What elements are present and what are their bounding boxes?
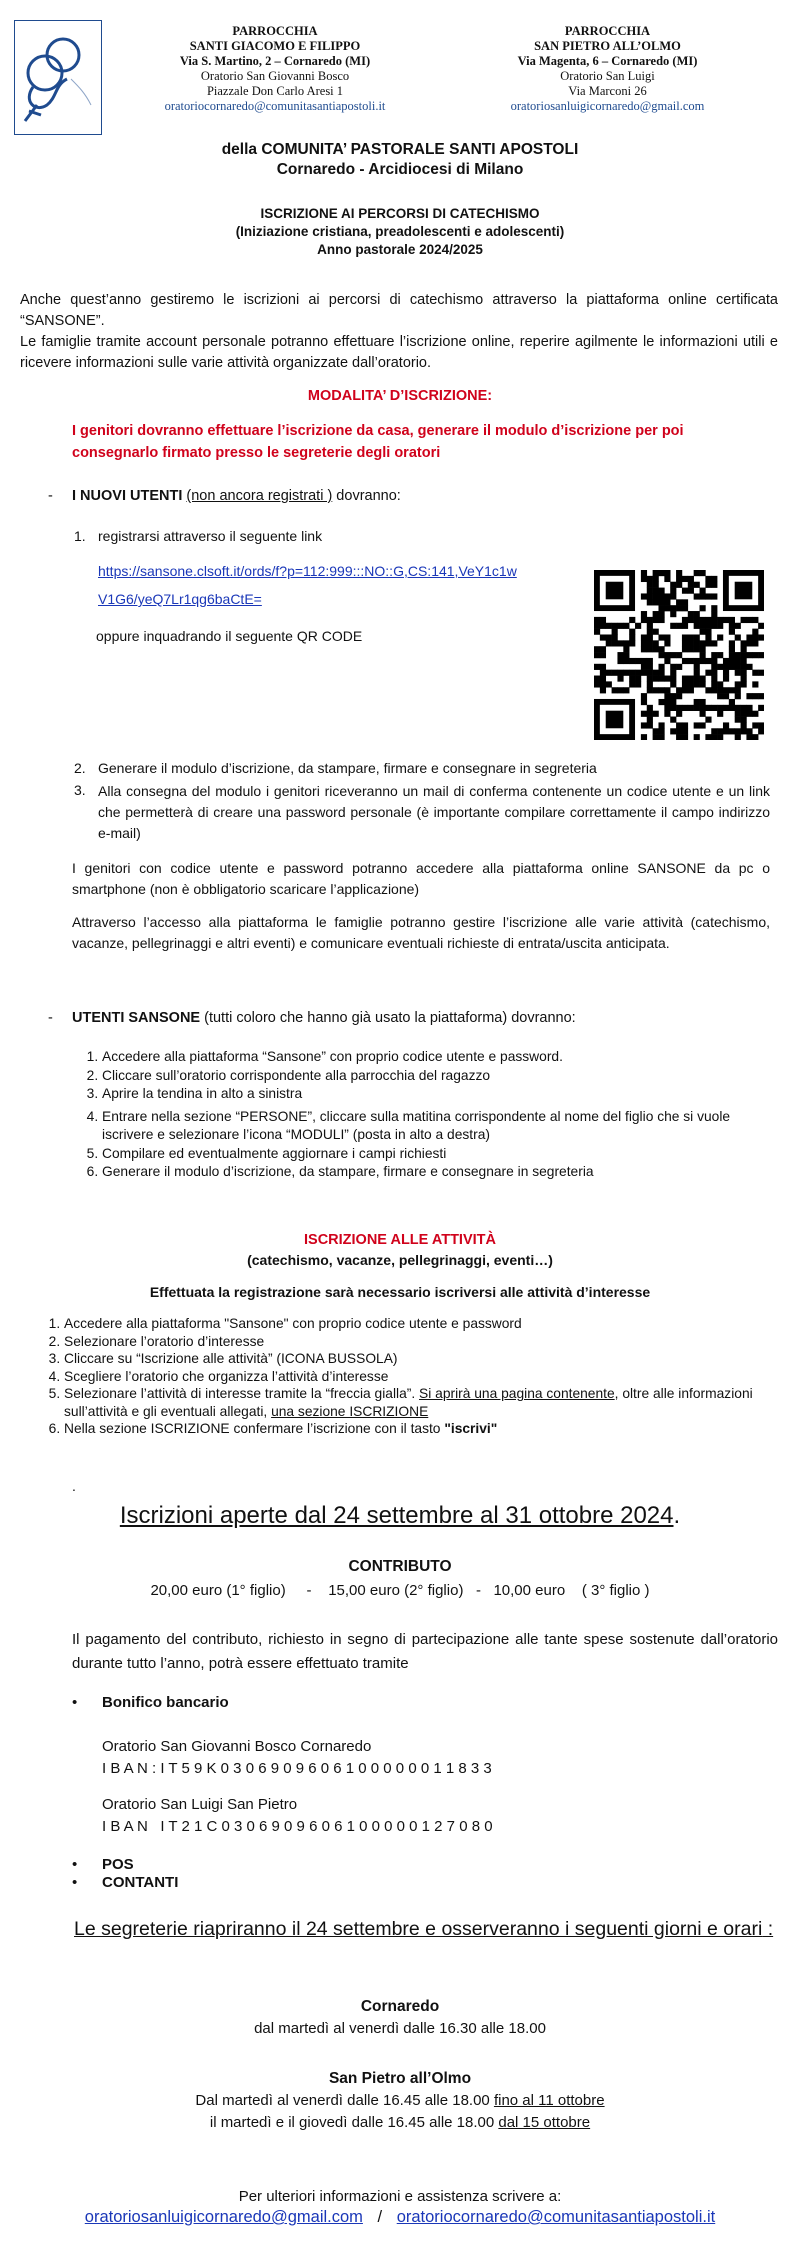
intro-paragraph-2: Le famiglie tramite account personale potranno effettuare l’iscrizione online, reperire agilmente le informazioni utili e ricevere informazioni sulle varie attività organizzate dall’oratorio. [20, 334, 778, 371]
footer-info: Per ulteriori informazioni e assistenza scrivere a: [238, 2188, 562, 2205]
footer-contacts [0, 2208, 800, 2227]
registration-link-line1[interactable]: https://sansone.clsoft.it/ords/f?p=112:999:::NO::G,CS:141,VeY1c1w [98, 563, 517, 579]
attivita-step-6-a: Nella sezione ISCRIZIONE confermare l’iscrizione con il tasto [64, 1421, 445, 1436]
account1-name: Oratorio San Giovanni Bosco Cornaredo [102, 1738, 372, 1755]
sansone-suffix: (tutti coloro che hanno già usato la piattaforma) dovranno: [200, 1010, 576, 1026]
nuovi-step2-number: 2. [74, 760, 86, 776]
nuovi-step3: Alla consegna del modulo i genitori riceveranno un mail di conferma contenente un codice utente e un link che permetterà di creare una password personale (è importante compilare correttamente il campo indirizzo e-mail) [98, 783, 770, 841]
sansone-step-1: 1. Accedere alla piattaforma “Sansone” con proprio codice utente e password. [102, 1048, 760, 1067]
nuovi-codice-paragraph: I genitori con codice utente e password potranno accedere alla piattaforma online SANSONE da pc o smartphone (non è obbligatorio scaricare l’applicazione) [72, 860, 770, 897]
qr-instruction: oppure inquadrando il seguente QR CODE [96, 628, 363, 644]
nuovi-suffix: dovranno: [332, 488, 401, 504]
title-line2: (Iniziazione cristiana, preadolescenti e adolescenti) [235, 224, 565, 239]
parish-right-name: SAN PIETRO ALL’OLMO [534, 39, 681, 53]
contanti-label: CONTANTI [102, 1874, 179, 1891]
attivita-steps-list [42, 1315, 778, 1438]
attivita-steps [42, 1315, 778, 1438]
attivita-heading: ISCRIZIONE ALLE ATTIVITÀ [304, 1232, 496, 1248]
registration-link-line2[interactable]: V1G6/yeQ7Lr1qg6baCtE= [98, 591, 262, 607]
parish-left-address: Via S. Martino, 2 – Cornaredo (MI) [179, 54, 371, 68]
contanti-bullet: • [72, 1874, 78, 1891]
attivita-step-5 [64, 1385, 778, 1420]
nuovi-qualifier: (non ancora registrati ) [186, 488, 333, 504]
pos-bullet: • [72, 1856, 78, 1873]
sanpietro-title: San Pietro all’Olmo [328, 2070, 472, 2087]
document-title [0, 205, 800, 259]
footer-separator: / [377, 2208, 383, 2226]
footer-email-cornaredo[interactable]: oratoriocornaredo@comunitasantiapostoli.it [396, 2208, 716, 2226]
sansone-step-5: 5. Compilare ed eventualmente aggiornare i campi richiesti [102, 1145, 760, 1164]
nuovi-step3-number: 3. [74, 782, 86, 798]
sansone-step-3: 3. Aprire la tendina in alto a sinistra [102, 1085, 760, 1104]
attivita-step-5-b: Si aprirà una pagina contenente [419, 1386, 615, 1401]
attivita-step-4: 4. Scegliere l’oratorio che organizza l’attività d’interesse [64, 1368, 778, 1386]
parish-right-email[interactable]: oratoriosanluigicornaredo@gmail.com [510, 99, 705, 113]
parish-right-address: Via Magenta, 6 – Cornaredo (MI) [517, 54, 698, 68]
attivita-subheading: (catechismo, vacanze, pellegrinaggi, eventi…) [247, 1252, 553, 1268]
intro-paragraph-1: Anche quest’anno gestiremo le iscrizioni ai percorsi di catechismo attraverso la piattaforma online certificata “SANSONE”. [20, 292, 778, 329]
sanpietro-hours-2-a: il martedì e il giovedì dalle 16.45 alle 18.00 [209, 2114, 499, 2131]
segreterie-heading [74, 1914, 784, 1944]
parish-left-name: SANTI GIACOMO E FILIPPO [189, 39, 361, 53]
attivita-step-5-d: una sezione ISCRIZIONE [271, 1403, 429, 1419]
attivita-step-6-b: "iscrivi" [444, 1421, 498, 1436]
parish-right-title: PARROCCHIA [564, 24, 651, 38]
parish-right-oratorio-address: Via Marconi 26 [568, 84, 647, 98]
contributo-heading: CONTRIBUTO [348, 1558, 452, 1575]
nuovi-step2: Generare il modulo d’iscrizione, da stampare, firmare e consegnare in segreteria [98, 760, 597, 776]
parish-left-info [150, 24, 400, 114]
modalita-heading: MODALITA’ D’ISCRIZIONE: [307, 388, 493, 404]
attivita-step-6 [64, 1420, 778, 1438]
registration-dates-text: Iscrizioni aperte dal 24 settembre al 31 ottobre 2024 [119, 1502, 674, 1529]
qr-code-image [594, 570, 764, 740]
registration-dates-end: . [673, 1502, 681, 1529]
pos-label: POS [102, 1856, 134, 1873]
bonifico-bullet: • [72, 1694, 78, 1711]
separator-dot: . [72, 1478, 76, 1494]
sansone-step-2: 2. Cliccare sull’oratorio corrispondente alla parrocchia del ragazzo [102, 1067, 760, 1086]
sanpietro-hours-1-b: fino al 11 ottobre [493, 2092, 605, 2109]
parish-left-oratorio: Oratorio San Giovanni Bosco [200, 69, 350, 83]
sansone-steps-list [80, 1048, 760, 1182]
contributo-amounts: 20,00 euro (1° figlio) - 15,00 euro (2° figlio) - 10,00 euro ( 3° figlio ) [150, 1582, 650, 1599]
attivita-step-5-c: , oltre alle informazioni sull’attività e gli eventuali allegati, [64, 1386, 753, 1419]
title-line1: ISCRIZIONE AI PERCORSI DI CATECHISMO [260, 206, 540, 221]
parish-right-info [475, 24, 740, 114]
parish-left-email[interactable]: oratoriocornaredo@comunitasantiapostoli.it [164, 99, 386, 113]
sanpietro-hours-2 [0, 2114, 800, 2131]
attivita-step-1: 1. Accedere alla piattaforma "Sansone" con proprio codice utente e password [64, 1315, 778, 1333]
parish-logo [14, 20, 102, 135]
parish-right-oratorio: Oratorio San Luigi [560, 69, 655, 83]
logo-graphic [15, 21, 101, 134]
account2-iban: I B A N I T 2 1 C 0 3 0 6 9 0 9 6 0 6 1 0 0 0 0 0 1 2 7 0 8 0 [102, 1818, 493, 1835]
attivita-step-5-a: Selezionare l’attività di interesse tramite la “freccia gialla”. [64, 1386, 420, 1401]
bonifico-label: Bonifico bancario [102, 1694, 229, 1711]
account2-name: Oratorio San Luigi San Pietro [102, 1796, 298, 1813]
nuovi-bullet: - [48, 488, 53, 504]
community-line1: della COMUNITA’ PASTORALE SANTI APOSTOLI [221, 141, 579, 158]
sansone-label: UTENTI SANSONE [72, 1010, 201, 1026]
nuovi-label: I NUOVI UTENTI [72, 488, 183, 504]
account1-iban: I B A N : I T 5 9 K 0 3 0 6 9 0 9 6 0 6 1 0 0 0 0 0 0 1 1 8 3 3 [102, 1760, 492, 1777]
sanpietro-hours-2-b: dal 15 ottobre [498, 2114, 591, 2131]
cornaredo-hours: dal martedì al venerdì dalle 16.30 alle 18.00 [254, 2020, 546, 2037]
segreterie-heading-colon: : [762, 1918, 774, 1940]
nuovi-step1-number: 1. [74, 528, 86, 544]
footer-email-sanluigi[interactable]: oratoriosanluigicornaredo@gmail.com [84, 2208, 363, 2226]
sansone-step-6: 6. Generare il modulo d’iscrizione, da stampare, firmare e consegnare in segreteria [102, 1163, 760, 1182]
sansone-step-4: 4. Entrare nella sezione “PERSONE”, cliccare sulla matitina corrispondente al nome del figlio che si vuole iscrivere e selezionare l’icona “MODULI” (posta in alto a destra) [102, 1108, 760, 1145]
nuovi-step1: registrarsi attraverso il seguente link [98, 528, 323, 544]
attivita-step-3: 3. Cliccare su “Iscrizione alle attività” (ICONA BUSSOLA) [64, 1350, 778, 1368]
registration-dates [0, 1502, 800, 1530]
sansone-heading [72, 1010, 576, 1026]
nuovi-accesso-paragraph: Attraverso l’accesso alla piattaforma le famiglie potranno gestire l’iscrizione alle varie attività (catechismo, vacanze, pellegrinaggi e altri eventi) e comunicare eventuali richieste di entrata/uscita anticipata. [72, 914, 770, 951]
parish-left-oratorio-address: Piazzale Don Carlo Aresi 1 [206, 84, 344, 98]
sanpietro-hours-1-a: Dal martedì al venerdì dalle 16.45 alle 18.00 [195, 2092, 494, 2109]
title-line3: Anno pastorale 2024/2025 [317, 242, 483, 257]
community-heading [0, 140, 800, 180]
sansone-steps [80, 1048, 760, 1182]
cornaredo-title: Cornaredo [360, 1998, 440, 2015]
attivita-step-2: 2. Selezionare l’oratorio d’interesse [64, 1333, 778, 1351]
contributo-description: Il pagamento del contributo, richiesto in segno di partecipazione alle tante spese sostenute dall’oratorio durante tutto l’anno, potrà essere effettuato tramite [72, 1631, 778, 1672]
sansone-bullet: - [48, 1010, 53, 1026]
parish-left-title: PARROCCHIA [232, 24, 318, 38]
nuovi-heading [72, 488, 401, 504]
attivita-intro: Effettuata la registrazione sarà necessario iscriversi alle attività d’interesse [149, 1284, 651, 1300]
sanpietro-hours-1 [0, 2092, 800, 2109]
community-line2: Cornaredo - Arcidiocesi di Milano [276, 161, 524, 178]
modalita-notice: I genitori dovranno effettuare l’iscrizione da casa, generare il modulo d’iscrizione per poi consegnarlo firmato presso le segreterie degli oratori [72, 423, 684, 461]
registration-link[interactable] [98, 557, 517, 613]
segreterie-heading-text: Le segreterie riapriranno il 24 settembre e osserveranno i seguenti giorni e orari [74, 1918, 763, 1940]
